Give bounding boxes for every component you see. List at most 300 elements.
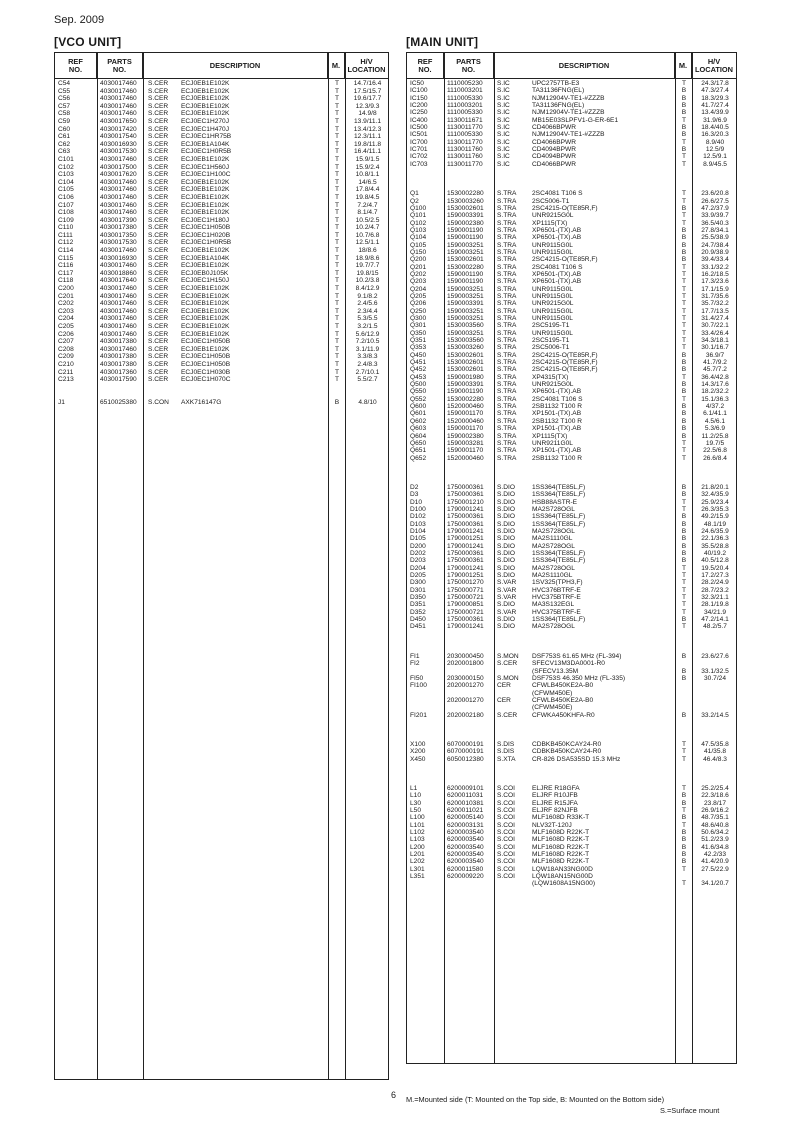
cell-kind: S.DIO [497,564,515,572]
cell-desc: SFECV13M3DA0001-R0 [532,660,605,668]
cell-ref: C54 [58,80,71,87]
cell-kind: S.CER [148,117,169,125]
table-row [407,756,736,763]
cell-m: T [334,80,340,87]
cell-loc: 41.7/9.2 [703,359,727,367]
cell-desc: DSF753S 46.350 MHz (FL-335) [532,674,626,682]
cell-desc: LQW18AN33NG00D [532,865,593,873]
cell-parts: 4030017460 [100,315,137,323]
cell-ref: L101 [410,821,425,829]
table-row [407,161,736,168]
cell-desc: ECJ0EB1E102K [181,247,230,255]
cell-m: B [681,87,687,95]
cell-m: T [334,171,340,179]
cell-loc: 47.2/14.1 [701,616,729,624]
cell-m: T [334,102,340,110]
cell-desc: 2SC4215-O(TE85R,F) [532,256,598,264]
cell-kind: S.CER [148,376,169,384]
table-row [407,822,736,829]
table-row [407,506,736,513]
cell-parts: 6070000191 [447,740,484,748]
cell-desc: 2SC5006-T1 [532,197,570,205]
table-row [407,851,736,858]
cell-ref: C117 [58,269,74,277]
cell-desc: MLF1608D R22K-T [532,836,590,844]
cell-parts: 6200011580 [447,865,484,873]
cell-kind: S.CER [148,254,169,262]
cell-kind: S.TRA [497,241,517,249]
cell-desc: UPC2757TB-E3 [532,80,580,87]
cell-loc: 23.6/20.8 [701,190,729,198]
cell-kind: S.COI [497,836,515,844]
cell-loc: 17.5/15.7 [353,87,382,95]
cell-kind: S.TRA [497,285,517,293]
cell-loc: 16.4/11.1 [353,148,381,156]
cell-loc: 40/19.2 [704,550,726,557]
cell-kind: S.TRA [497,322,517,330]
cell-kind: S.CER [148,224,169,232]
table-row [55,391,388,399]
table-row [55,338,388,346]
cell-kind: S.DIO [497,505,515,513]
cell-ref: X200 [410,748,426,756]
cell-parts: 1130011770 [447,160,483,168]
cell-desc: ECJ0EC1H560J [181,163,230,171]
cell-kind: S.CER [148,87,169,95]
cell-kind: S.IC [497,131,510,139]
cell-loc: 5.3/6.9 [704,425,726,433]
cell-ref: Q101 [410,212,427,220]
table-row [407,638,736,645]
cell-desc: MLF1608D R22K-T [532,843,590,851]
cell-ref: Q204 [410,285,427,293]
table-row [55,164,388,172]
cell-kind: S.TRA [497,454,517,462]
table-row [407,601,736,608]
cell-loc: 41.6/34.8 [701,843,729,851]
cell-desc: ECJ0EC1HR75B [181,133,232,141]
cell-ref: Q450 [410,351,427,359]
cell-ref: L103 [410,836,425,844]
cell-m: T [681,138,687,146]
cell-ref: C210 [58,360,74,368]
cell-loc: 48.1/19 [704,520,726,528]
cell-ref: D204 [410,564,426,572]
cell-m: T [681,498,687,506]
cell-parts: 4030017640 [100,277,137,285]
cell-ref: IC700 [410,138,428,146]
cell-kind: S.CER [148,125,169,133]
cell-kind: S.CER [148,110,169,118]
cell-loc: 12.3/9.3 [355,102,380,110]
cell-m: T [681,601,687,609]
cell-desc: 2SC4215-O(TE85R,F) [532,351,598,359]
cell-loc: 6.1/41.1 [703,410,727,418]
cell-loc: 8.9/45.5 [703,160,727,168]
cell-desc: XP1115(TX) [532,432,568,440]
cell-kind: S.TRA [497,388,517,396]
cell-loc: 13.9/11.1 [353,117,381,125]
cell-parts: 1750000771 [447,586,484,594]
cell-loc: 35.5/28.8 [701,542,729,550]
cell-parts: 1790000851 [447,601,484,609]
cell-m: B [681,792,687,800]
cell-desc: ECJ0EB1E102K [181,87,230,95]
cell-kind: S.TRA [497,329,517,337]
cell-desc: MA2S1110GL [532,535,573,543]
cell-ref: C104 [58,178,74,186]
cell-desc: ECJ0EC1H050B [181,353,231,361]
cell-m: B [681,410,687,418]
table-row [407,521,736,528]
cell-loc: 48.6/40.8 [701,821,729,829]
cell-kind: S.TRA [497,337,517,345]
cell-loc: 18.9/8.6 [355,254,380,262]
cell-ref: IC50 [410,80,424,87]
table-row [407,616,736,623]
table-row [55,346,388,354]
cell-parts: 4030017500 [100,163,137,171]
cell-ref: C101 [58,155,74,163]
mounted-header: M. [675,53,692,78]
cell-desc: ELJRF R10JFB [532,792,578,800]
cell-kind: S.CER [497,660,518,668]
cell-ref: L201 [410,851,425,859]
table-row [407,807,736,814]
cell-m: B [681,858,687,866]
cell-kind: S.IC [497,138,510,146]
cell-kind: S.CER [148,201,169,209]
cell-loc: 19.8/11.8 [353,140,381,148]
cell-kind: CER [497,682,511,690]
table-row [407,880,736,887]
cell-ref: IC400 [410,116,428,124]
cell-ref: Q201 [410,263,427,271]
cell-desc: ECJ0EC1H030B [181,368,231,376]
cell-desc: LQW18AN15NG00D [532,873,593,881]
table-row [55,80,388,88]
cell-m: T [681,821,687,829]
table-row [407,535,736,542]
cell-ref: IC703 [410,160,428,168]
table-row [55,224,388,232]
cell-m: T [334,254,340,262]
cell-ref: D451 [410,623,426,631]
cell-ref: IC150 [410,94,428,102]
cell-parts: 1750000361 [447,550,484,557]
cell-kind: S.CER [148,345,169,353]
cell-loc: 3.2/1.5 [357,323,378,330]
cell-desc: MLF1608D R22K-T [532,858,590,866]
cell-ref: C115 [58,254,74,262]
cell-loc: 5.5/2.7 [357,376,378,384]
cell-ref: Q603 [410,425,427,433]
cell-ref: J1 [58,398,65,406]
cell-kind: S.IC [497,146,510,154]
cell-ref: FI201 [410,711,427,719]
table-row [407,719,736,726]
cell-loc: 47.5/35.8 [701,740,729,748]
cell-parts: 1590003281 [447,439,484,447]
cell-desc: 2SC4081 T106 S [532,190,583,198]
cell-parts: 6200003131 [447,821,484,829]
table-row [407,175,736,182]
cell-parts: 1790001251 [447,535,484,543]
cell-kind: S.TRA [497,395,517,403]
cell-parts: 4030017460 [100,201,137,209]
cell-parts: 4030017460 [100,323,137,330]
cell-parts: 6050012380 [447,755,484,763]
cell-desc: UNR9211G0L [532,439,573,447]
cell-loc: 33.2/14.5 [701,711,729,719]
ref-no-header: REF NO. [55,53,97,78]
cell-parts: 1530002280 [447,395,484,403]
cell-m: T [681,395,687,403]
cell-kind: S.IC [497,109,510,117]
cell-loc: 17.8/4.4 [355,186,380,194]
cell-m: T [681,505,687,513]
cell-desc: 2SC5195-T1 [532,322,570,330]
cell-desc: ECJ0EC1H470J [181,125,230,133]
cell-kind: S.CER [148,323,169,330]
cell-kind: S.MON [497,652,519,660]
cell-m: T [334,224,340,232]
cell-m: B [681,550,687,557]
table-row [407,572,736,579]
cell-ref: D10 [410,498,423,506]
cell-kind: S.COI [497,792,515,800]
cell-m: T [334,277,340,285]
cell-desc: ECJ0EC1H100C [181,171,231,179]
cell-ref: C201 [58,292,74,300]
cell-parts: 1520000460 [447,403,484,411]
cell-m: T [334,209,340,217]
cell-loc: 15.1/36.3 [701,395,729,403]
cell-desc: ECJ0EC1H050B [181,360,231,368]
cell-ref: L200 [410,843,425,851]
cell-kind: S.COI [497,865,515,873]
table-row [407,308,736,315]
cell-desc: ECJ0EB1E102K [181,292,230,300]
cell-parts: 4030017460 [100,102,137,110]
cell-kind: S.DIO [497,623,515,631]
cell-parts: 4030017460 [100,80,137,87]
cell-desc: (CFWM450E) [532,704,573,712]
cell-m: B [681,226,687,234]
table-row [407,366,736,373]
cell-ref: D100 [410,505,426,513]
cell-ref: C59 [58,117,71,125]
cell-parts: 1530002601 [447,366,484,374]
cell-desc: MA2S728OGL [532,505,575,513]
table-row [407,741,736,748]
cell-desc: XP6501-(TX).AB [532,226,582,234]
cell-desc: 1SS364(TE85L,F) [532,483,586,491]
cell-ref: Q1 [410,190,419,198]
cell-m: T [681,785,687,792]
cell-desc: ECJ0EC1H0R5B [181,239,232,247]
cell-loc: 32.3/21.1 [701,594,729,602]
table-row [407,117,736,124]
cell-kind: S.TRA [497,197,517,205]
cell-loc: 10.5/2.5 [355,216,380,224]
cell-m: B [681,483,687,491]
cell-loc: 15.9/1.5 [355,155,380,163]
cell-parts: 4030017540 [100,133,137,141]
cell-m: T [681,329,687,337]
cell-loc: 23.8/17 [704,799,726,807]
cell-desc: TA31136FNG(EL) [532,102,585,110]
cell-desc: NJM12904V-TE1-#ZZZB [532,94,605,102]
cell-loc: 25.9/23.4 [701,498,729,506]
cell-ref: FI50 [410,674,424,682]
cell-kind: S.TRA [497,351,517,359]
table-row [55,331,388,339]
cell-parts: 4030017620 [100,171,137,179]
table-row [407,484,736,491]
cell-kind: S.TRA [497,425,517,433]
cell-parts: 4030017530 [100,148,137,156]
cell-kind: S.COI [497,851,515,859]
cell-desc: XP4315(TX) [532,373,569,381]
cell-kind: S.DIO [497,557,515,565]
cell-desc: 2SC4215-O(TE85R,F) [532,204,598,212]
cell-kind: S.DIO [497,527,515,535]
cell-parts: 1590003391 [447,300,484,308]
table-row [55,262,388,270]
cell-m: T [681,564,687,572]
cell-loc: 12.5/1.1 [355,239,380,247]
cell-m: B [681,513,687,521]
cell-m: T [334,368,340,376]
cell-ref: IC200 [410,102,428,110]
cell-parts: 1530002280 [447,190,484,198]
table-row [407,447,736,454]
cell-ref: Q652 [410,454,427,462]
cell-loc: 40.5/12.8 [701,557,729,565]
cell-desc: XP1115(TX) [532,219,568,227]
cell-parts: 1750000721 [447,608,484,616]
cell-desc: CDBKB450KCAY24-R0 [532,740,602,748]
cell-loc: 17.3/23.6 [701,278,729,286]
cell-ref: C205 [58,323,74,330]
table-row [407,95,736,102]
cell-m: T [681,292,687,300]
table-row [55,88,388,96]
cell-m: T [334,269,340,277]
cell-m: T [681,190,687,198]
cell-parts: 1590001190 [447,234,484,242]
table-row [407,631,736,638]
table-row [407,418,736,425]
cell-parts: 1790001241 [447,505,484,513]
cell-parts: 6200003540 [447,858,484,866]
cell-parts: 4030017390 [100,216,137,224]
cell-m: T [681,755,687,763]
cell-m: T [681,300,687,308]
cell-parts: 4030017380 [100,338,137,346]
cell-ref: FI2 [410,660,420,668]
cell-m: T [334,247,340,255]
cell-kind: S.TRA [497,439,517,447]
cell-loc: 5.6/12.9 [355,330,380,338]
table-row [407,433,736,440]
cell-desc: DSF753S 61.65 MHz (FL-394) [532,652,622,660]
cell-parts: 4030017460 [100,262,137,270]
table-row [407,344,736,351]
cell-parts: 1530003260 [447,344,484,352]
cell-ref: C106 [58,193,74,201]
cell-m: T [334,148,340,156]
cell-parts: 1130011760 [447,146,483,154]
cell-m: T [681,344,687,352]
cell-parts: 1590001170 [447,410,484,418]
cell-m: B [681,432,687,440]
table-row [407,748,736,755]
cell-parts: 2020001270 [447,682,484,690]
table-row [407,866,736,873]
cell-kind: S.TRA [497,219,517,227]
cell-ref: FI100 [410,682,427,690]
cell-parts: 6200005140 [447,814,484,822]
cell-loc: 34.3/18.1 [701,337,729,345]
cell-m: B [681,124,687,132]
cell-ref: Q203 [410,278,427,286]
cell-loc: 28.1/19.8 [701,601,729,609]
cell-m: T [334,186,340,194]
cell-m: B [681,674,687,682]
cell-loc: 19.8/15 [356,269,379,277]
cell-desc: XP6501-(TX).AB [532,388,582,396]
cell-desc: UNR9115G0L [532,241,573,249]
table-row [55,323,388,331]
cell-kind: S.TRA [497,263,517,271]
cell-ref: C116 [58,262,74,270]
cell-kind: S.CER [148,80,169,87]
cell-kind: S.COI [497,873,515,881]
cell-desc: MA3S132EGL [532,601,575,609]
cell-desc: CFWLB450KE2A-B0 [532,682,594,690]
cell-m: B [681,799,687,807]
cell-parts: 1590002380 [447,432,484,440]
cell-ref: C213 [58,376,74,384]
table-row [407,800,736,807]
cell-parts: 4030017460 [100,330,137,338]
cell-loc: 30.1/16.7 [701,344,729,352]
table-row [55,202,388,210]
cell-parts: 2020002180 [447,711,484,719]
table-row [55,232,388,240]
cell-parts: 2030000450 [447,652,484,660]
cell-desc: 2SB1132 T100 R [532,417,582,425]
cell-kind: S.DIO [497,483,515,491]
cell-parts: 1590003251 [447,248,484,256]
cell-desc: CDBKB450KCAY24-R0 [532,748,602,756]
cell-desc: 1SS364(TE85L,F) [532,513,586,521]
cell-kind: S.CER [148,300,169,308]
cell-parts: 1590003391 [447,212,484,220]
cell-loc: 9.1/8.2 [357,292,378,300]
cell-loc: 19.6/17.7 [353,95,382,103]
cell-kind: S.TRA [497,417,517,425]
cell-kind: S.CER [148,155,169,163]
vco-parts-table [54,52,389,1080]
cell-ref: D205 [410,572,426,580]
cell-desc: 1SV325(TPH3,F) [532,579,583,587]
table-row [55,369,388,377]
cell-desc: NJM12904V-TE1-#ZZZB [532,109,605,117]
cell-parts: 1590003251 [447,241,484,249]
